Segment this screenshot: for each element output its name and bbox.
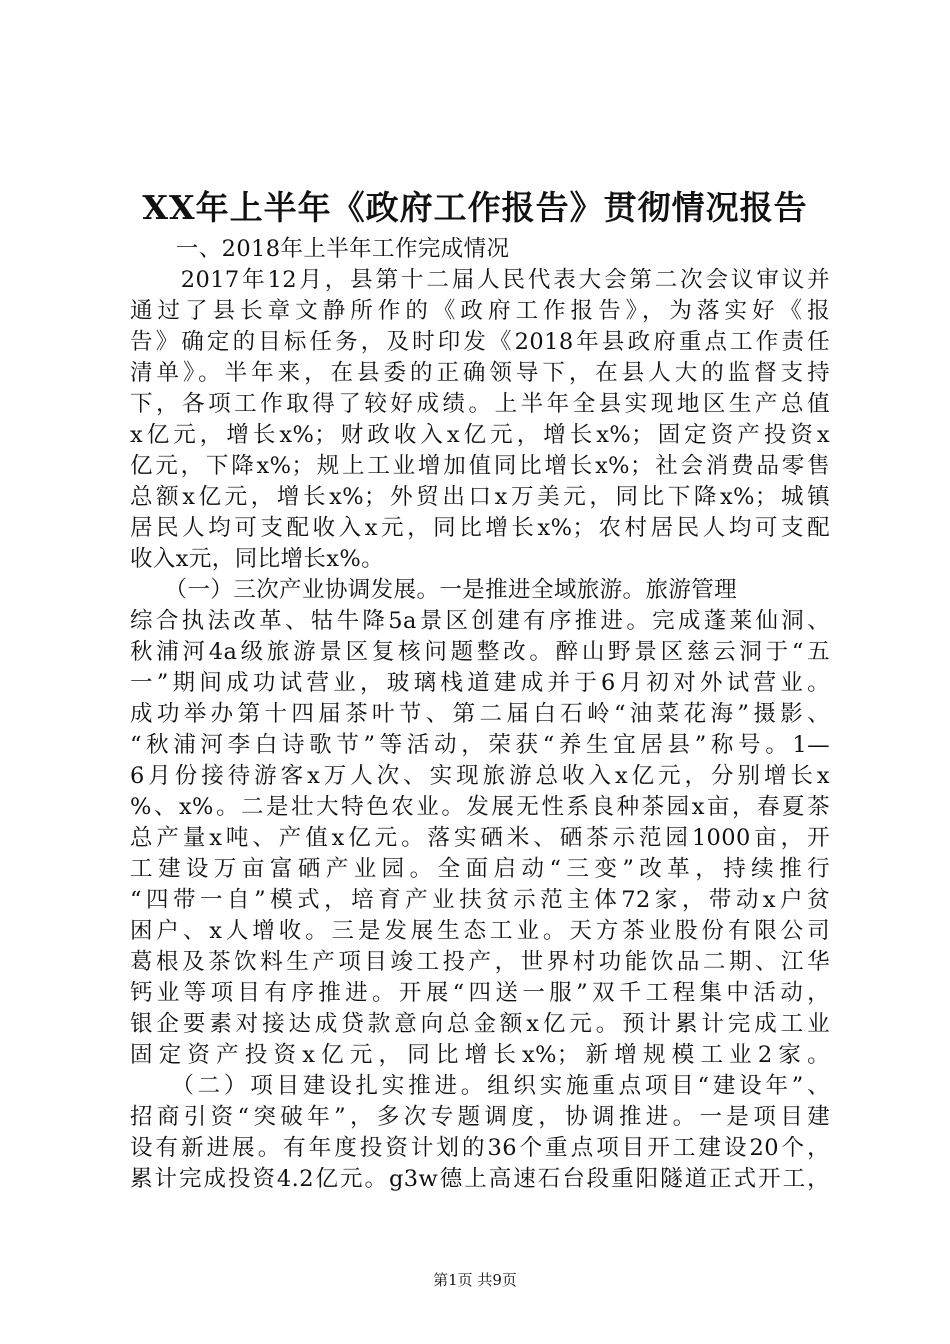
- body-line: 清单》。半年来，在县委的正确领导下，在县人大的监督支持: [130, 360, 830, 386]
- body-line: 总产量x吨、产值x亿元。落实硒米、硒茶示范园1000亩，开: [130, 825, 830, 851]
- body-line: 6月份接待游客x万人次、实现旅游总收入x亿元，分别增长x: [130, 763, 830, 789]
- body-line: 2017年12月，县第十二届人民代表大会第二次会议审议并: [130, 267, 830, 293]
- body-line: 工建设万亩富硒产业园。全面启动“三变”改革，持续推行: [130, 856, 830, 882]
- document-body: [130, 234, 830, 1195]
- body-line: 秋浦河4a级旅游景区复核问题整改。醉山野景区慈云洞于“五: [130, 639, 830, 665]
- body-line: “秋浦河李白诗歌节”等活动，荣获“养生宜居县”称号。1—: [130, 732, 830, 758]
- body-line: （一）三次产业协调发展。一是推进全域旅游。旅游管理: [130, 577, 738, 603]
- body-line: 成功举办第十四届茶叶节、第二届白石岭“油菜花海”摄影、: [130, 701, 830, 727]
- body-line: 困户、x人增收。三是发展生态工业。天方茶业股份有限公司: [130, 918, 830, 944]
- document-title: XX年上半年《政府工作报告》贯彻情况报告: [142, 188, 808, 227]
- body-line: 葛根及茶饮料生产项目竣工投产，世界村功能饮品二期、江华: [130, 949, 830, 975]
- body-line: 一、2018年上半年工作完成情况: [130, 236, 510, 262]
- page-footer: 第1页 共9页: [433, 1271, 517, 1289]
- body-line: 通过了县长章文静所作的《政府工作报告》，为落实好《报: [130, 298, 830, 324]
- body-line: 综合执法改革、牯牛降5a景区创建有序推进。完成蓬莱仙洞、: [130, 608, 830, 634]
- body-line: 招商引资“突破年”，多次专题调度，协调推进。一是项目建: [130, 1104, 830, 1130]
- body-line: 钙业等项目有序推进。开展“四送一服”双千工程集中活动，: [130, 980, 830, 1006]
- body-line: “四带一自”模式，培育产业扶贫示范主体72家，带动x户贫: [130, 887, 830, 913]
- body-line: 累计完成投资4.2亿元。g3w德上高速石台段重阳隧道正式开工，: [130, 1166, 830, 1192]
- body-line: 总额x亿元，增长x%；外贸出口x万美元，同比下降x%；城镇: [130, 484, 830, 510]
- body-line: 一”期间成功试营业，玻璃栈道建成并于6月初对外试营业。: [130, 670, 830, 696]
- body-line: 亿元，下降x%；规上工业增加值同比增长x%；社会消费品零售: [130, 453, 830, 479]
- body-line: %、x%。二是壮大特色农业。发展无性系良种茶园x亩，春夏茶: [130, 794, 830, 820]
- body-line: 固定资产投资x亿元，同比增长x%；新增规模工业2家。: [130, 1042, 830, 1068]
- body-line: 居民人均可支配收入x元，同比增长x%；农村居民人均可支配: [130, 515, 830, 541]
- body-line: 银企要素对接达成贷款意向总金额x亿元。预计累计完成工业: [130, 1011, 830, 1037]
- body-line: 收入x元，同比增长x%。: [130, 546, 385, 572]
- body-line: 下，各项工作取得了较好成绩。上半年全县实现地区生产总值: [130, 391, 830, 417]
- body-line: x亿元，增长x%；财政收入x亿元，增长x%；固定资产投资x: [130, 422, 830, 448]
- body-line: 设有新进展。有年度投资计划的36个重点项目开工建设20个，: [130, 1135, 830, 1161]
- body-line: 告》确定的目标任务，及时印发《2018年县政府重点工作责任: [130, 329, 830, 355]
- body-line: （二）项目建设扎实推进。组织实施重点项目“建设年”、: [130, 1073, 830, 1099]
